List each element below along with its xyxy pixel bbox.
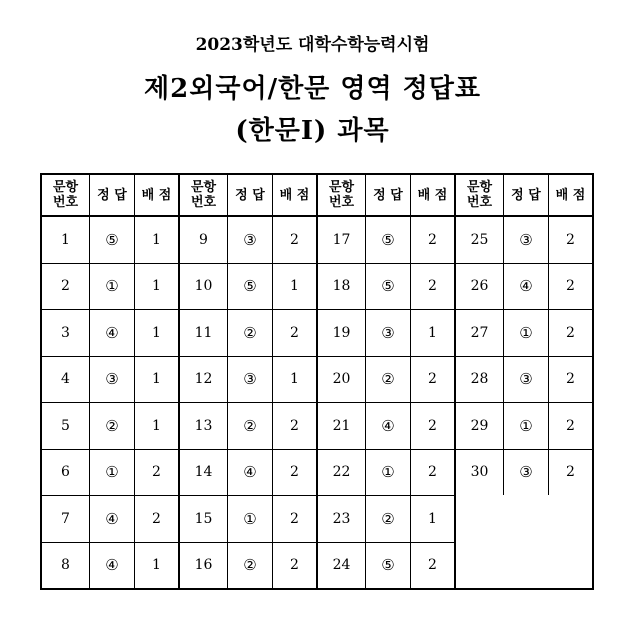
question-number: 17 [332,231,351,248]
correct-answer: ③ [503,357,548,403]
table-row [180,309,316,356]
table-row [456,309,592,356]
correct-answer: ② [365,357,410,403]
question-number: 24 [332,557,351,574]
table-row [42,402,178,449]
points: 2 [548,403,592,449]
header-question-number-line2: 번호 [190,195,217,210]
points: 2 [272,450,316,496]
correct-answer: ④ [89,310,134,356]
question-number: 10 [194,278,213,295]
header-answer: 정 답 [227,175,272,215]
header-answer: 정 답 [89,175,134,215]
correct-answer: ① [227,496,272,542]
header-question-number-line2: 번호 [52,195,79,210]
correct-answer: ② [227,310,272,356]
table-row [318,495,454,542]
table-row [318,356,454,403]
points: 2 [548,357,592,403]
question-number: 13 [194,417,213,434]
table-row [42,356,178,403]
question-number: 5 [61,417,70,434]
question-number: 1 [61,231,70,248]
question-number: 28 [470,371,489,388]
question-number: 19 [332,324,351,341]
question-number: 4 [61,371,70,388]
table-header-row [318,175,454,217]
table-row [456,263,592,310]
table-row [180,402,316,449]
table-row [42,495,178,542]
header-points: 배 점 [272,175,316,215]
correct-answer: ② [89,403,134,449]
correct-answer: ② [227,543,272,589]
question-number: 27 [470,324,489,341]
table-header-row [456,175,592,217]
header-answer: 정 답 [503,175,548,215]
answer-table [40,173,594,590]
header-points: 배 점 [410,175,454,215]
points: 1 [134,217,178,263]
table-row [456,356,592,403]
points: 1 [410,310,454,356]
header-question-number [42,175,89,215]
header-question-number [180,175,227,215]
question-number: 6 [61,464,70,481]
question-number: 20 [332,371,351,388]
answer-block-2 [178,173,316,590]
header-question-number-line2: 번호 [466,195,493,210]
correct-answer: ③ [89,357,134,403]
points: 2 [410,217,454,263]
table-row [180,263,316,310]
table-header-row [42,175,178,217]
table-row [42,542,178,589]
header-question-number-line2: 번호 [328,195,355,210]
question-number: 8 [61,557,70,574]
points: 2 [410,264,454,310]
points: 2 [410,450,454,496]
table-row [456,217,592,263]
table-row [42,309,178,356]
points: 2 [548,217,592,263]
answer-block-3 [316,173,454,590]
question-number: 26 [470,278,489,295]
correct-answer: ① [503,310,548,356]
table-row [318,217,454,263]
correct-answer: ① [89,450,134,496]
question-number: 15 [194,510,213,527]
question-number: 3 [61,324,70,341]
points: 1 [134,357,178,403]
points: 1 [272,264,316,310]
question-number: 12 [194,371,213,388]
points: 2 [272,543,316,589]
question-number: 18 [332,278,351,295]
points: 1 [134,543,178,589]
correct-answer: ① [89,264,134,310]
header-question-number-line1: 문항 [466,180,493,195]
table-row [318,449,454,496]
answer-block-4 [454,173,594,590]
header-question-number-line1: 문항 [190,180,217,195]
table-row [42,449,178,496]
page-title: 제2외국어/한문 영역 정답표 [144,74,481,104]
correct-answer: ⑤ [365,543,410,589]
points: 2 [272,217,316,263]
header-question-number-line1: 문항 [328,180,355,195]
header-answer: 정 답 [365,175,410,215]
header-question-number [318,175,365,215]
subject-title: (한문Ⅰ) 과목 [235,116,390,146]
points: 2 [410,403,454,449]
points: 1 [272,357,316,403]
table-row [318,309,454,356]
points: 2 [134,496,178,542]
table-row [318,263,454,310]
question-number: 2 [61,278,70,295]
correct-answer: ① [365,450,410,496]
question-number: 22 [332,464,351,481]
points: 2 [272,496,316,542]
points: 2 [548,264,592,310]
question-number: 23 [332,510,351,527]
header-question-number-line1: 문항 [52,180,79,195]
points: 1 [134,310,178,356]
table-header-row [180,175,316,217]
table-row [318,542,454,589]
correct-answer: ② [227,403,272,449]
exam-title: 2023학년도 대학수학능력시험 [195,35,430,55]
correct-answer: ① [503,403,548,449]
header-points: 배 점 [548,175,592,215]
correct-answer: ⑤ [365,264,410,310]
points: 2 [134,450,178,496]
table-row [180,495,316,542]
points: 2 [272,403,316,449]
question-number: 30 [470,464,489,481]
points: 2 [548,450,592,496]
points: 1 [134,403,178,449]
table-row [42,217,178,263]
answer-block-1 [40,173,178,590]
question-number: 14 [194,464,213,481]
correct-answer: ④ [89,496,134,542]
correct-answer: ⑤ [227,264,272,310]
points: 2 [272,310,316,356]
question-number: 9 [199,231,208,248]
correct-answer: ② [365,496,410,542]
correct-answer: ④ [89,543,134,589]
correct-answer: ④ [227,450,272,496]
table-row [180,217,316,263]
points: 1 [134,264,178,310]
points: 1 [410,496,454,542]
question-number: 21 [332,417,351,434]
question-number: 25 [470,231,489,248]
question-number: 11 [194,324,213,341]
table-row [318,402,454,449]
header-question-number [456,175,503,215]
correct-answer: ③ [503,217,548,263]
question-number: 7 [61,510,70,527]
correct-answer: ③ [227,217,272,263]
correct-answer: ④ [365,403,410,449]
correct-answer: ⑤ [89,217,134,263]
table-row [180,449,316,496]
table-row [180,542,316,589]
table-row [180,356,316,403]
table-row [42,263,178,310]
table-row [456,449,592,496]
points: 2 [410,357,454,403]
correct-answer: ⑤ [365,217,410,263]
points: 2 [410,543,454,589]
correct-answer: ③ [503,450,548,496]
correct-answer: ③ [365,310,410,356]
question-number: 16 [194,557,213,574]
question-number: 29 [470,417,489,434]
correct-answer: ④ [503,264,548,310]
header-points: 배 점 [134,175,178,215]
correct-answer: ③ [227,357,272,403]
table-row [456,402,592,449]
points: 2 [548,310,592,356]
